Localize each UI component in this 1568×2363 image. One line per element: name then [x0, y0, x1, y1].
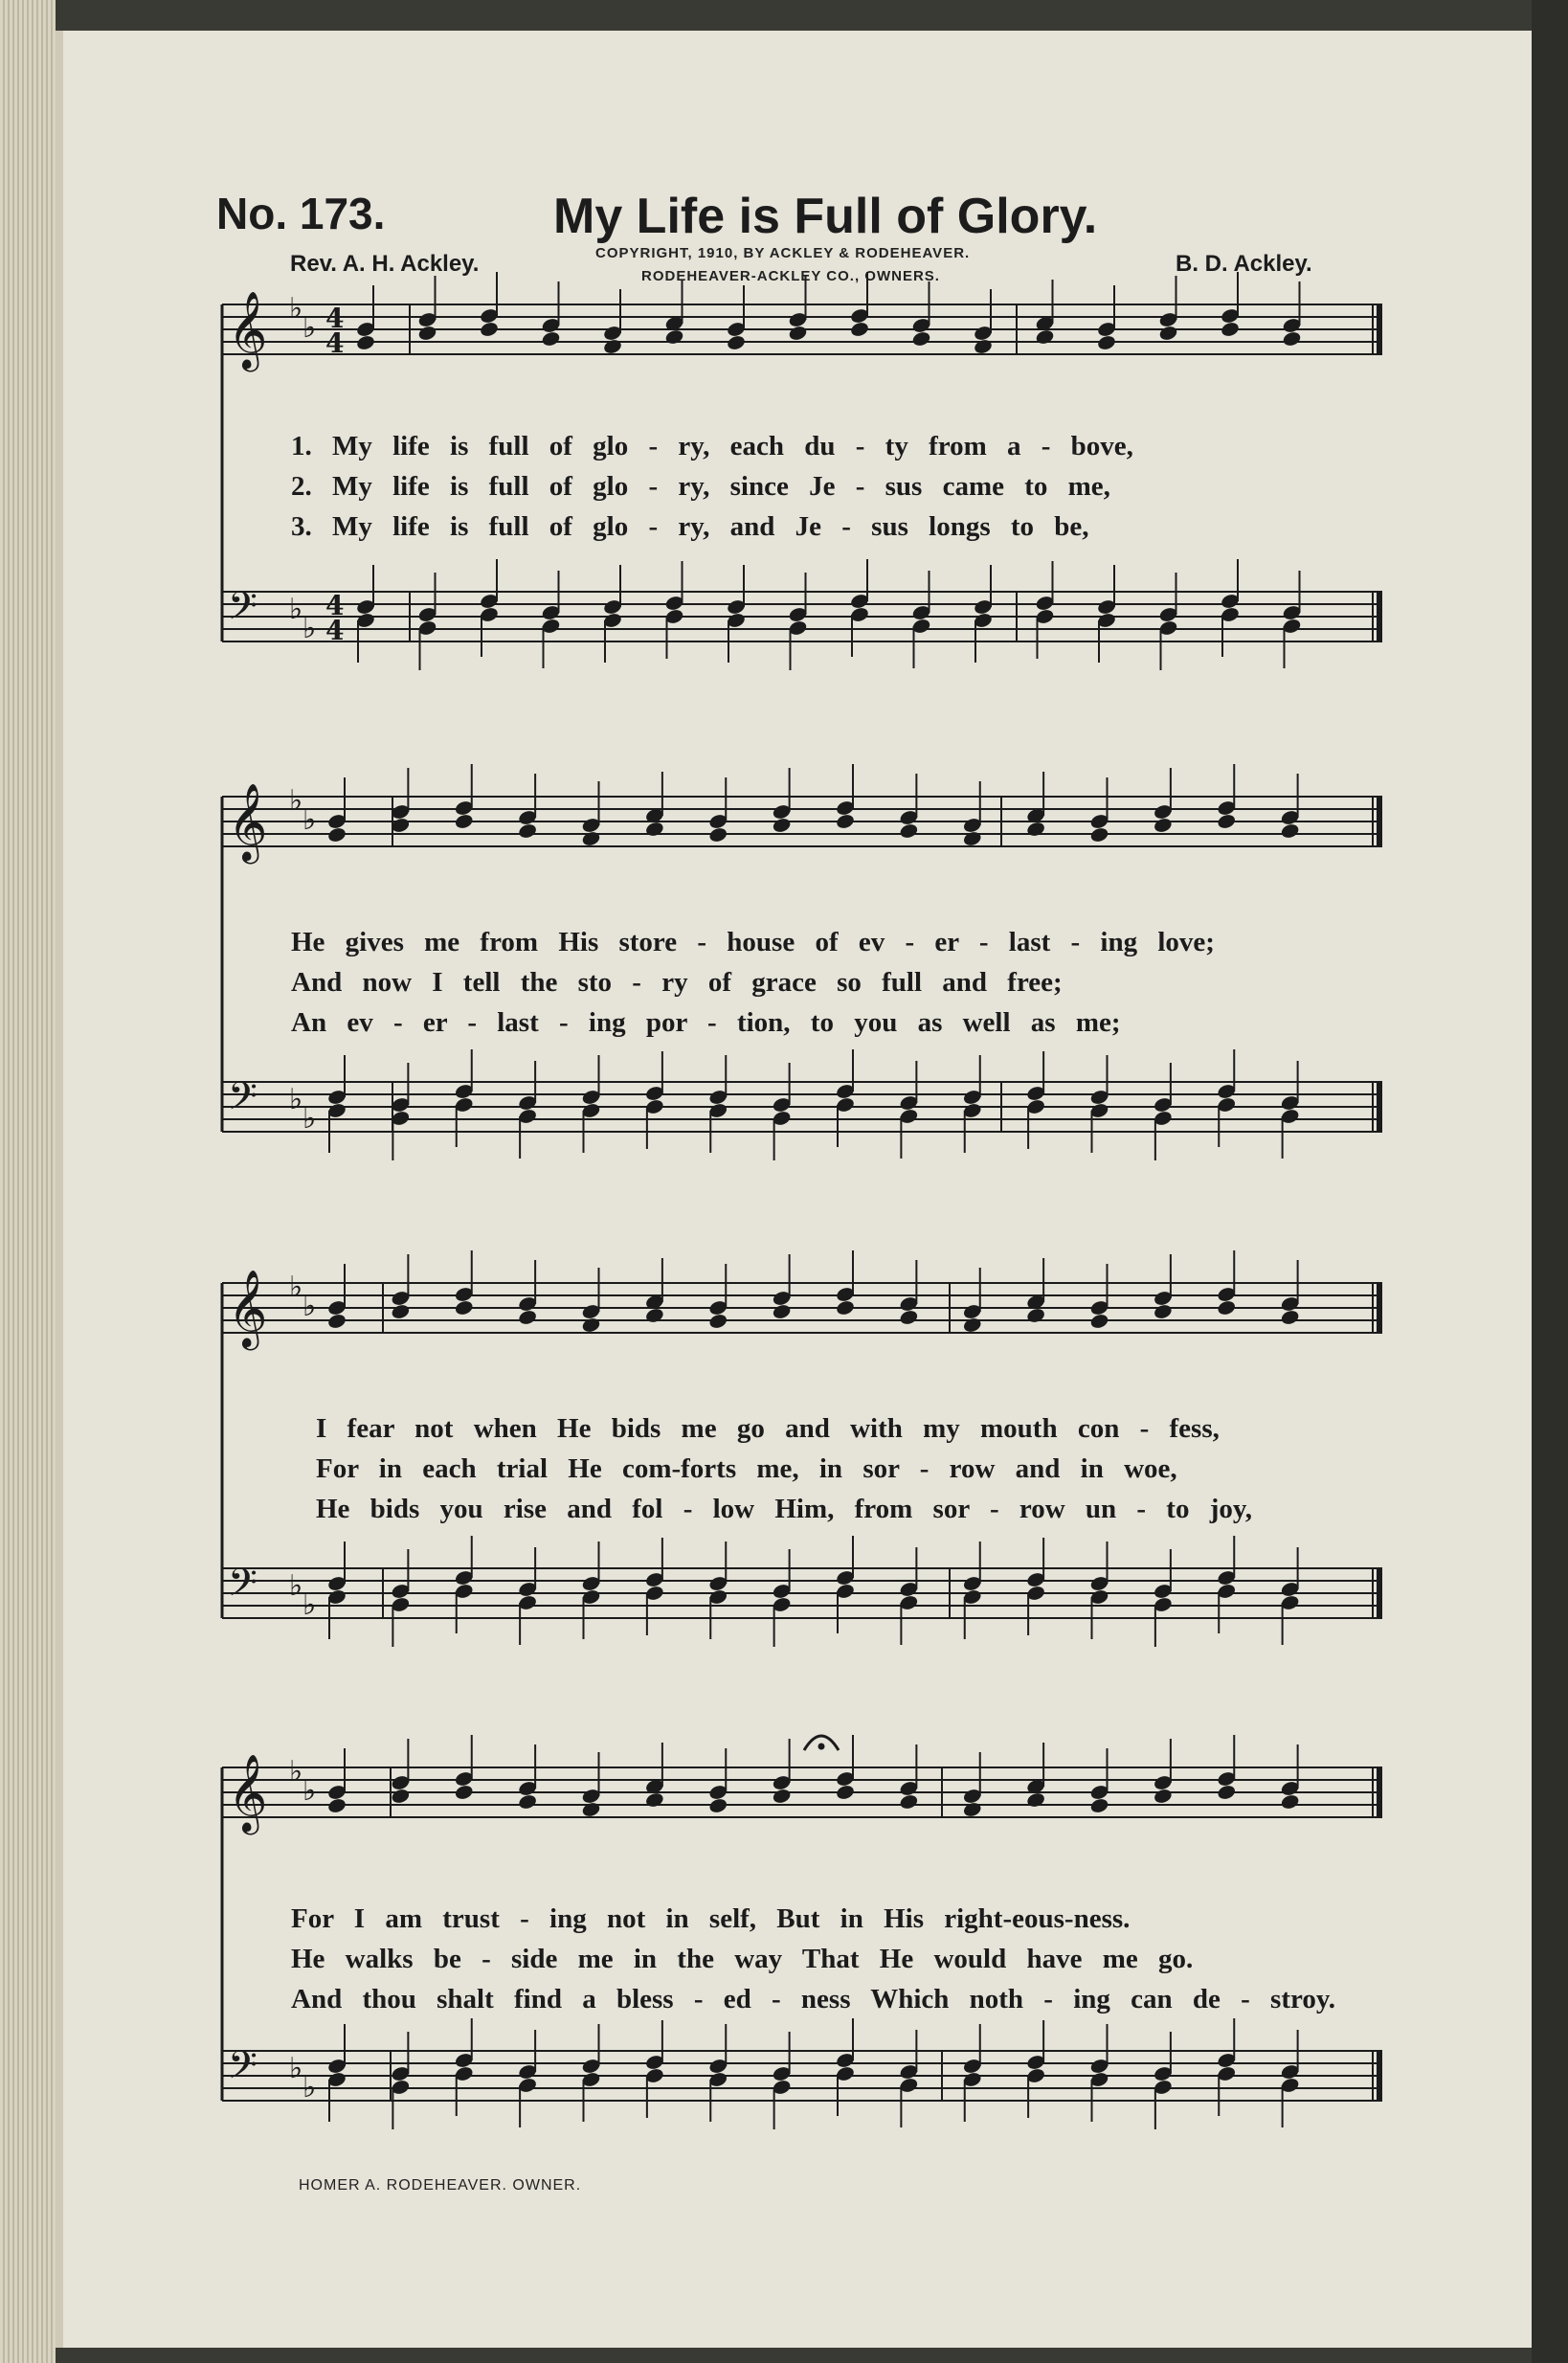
note-head: [899, 1793, 919, 1811]
copyright-line-2: RODEHEAVER-ACKLEY CO., OWNERS.: [641, 268, 940, 284]
note-head: [326, 826, 347, 844]
note-head: [1153, 1788, 1173, 1805]
note-head: [708, 1797, 728, 1814]
note-head: [962, 1801, 982, 1818]
lyric-line: 1. My life is full of glo - ry, each du - ty from a - bove,: [291, 431, 1133, 461]
note-head: [602, 338, 622, 355]
note-head: [835, 1299, 855, 1317]
note-head: [962, 1317, 982, 1334]
note-head: [644, 1791, 664, 1809]
note-head: [355, 334, 375, 351]
note-head: [1089, 1797, 1109, 1814]
final-bar: [1377, 1568, 1382, 1618]
note-head: [1158, 325, 1178, 342]
lyric-line: An ev - er - last - ing por - tion, to you as well as me;: [291, 1007, 1121, 1038]
note-head: [1025, 821, 1045, 838]
flat-sign: ♭: [289, 1755, 303, 1789]
note-head: [708, 826, 728, 844]
flat-sign: ♭: [289, 784, 303, 818]
note-head: [726, 334, 746, 351]
lyric-line: For I am trust - ing not in self, But in His right-eous-ness.: [291, 1903, 1131, 1934]
lyricist-credit: Rev. A. H. Ackley.: [290, 251, 480, 277]
note-head: [517, 822, 537, 840]
flat-sign: ♭: [302, 1588, 317, 1622]
final-bar: [1377, 1082, 1382, 1132]
bass-clef: 𝄢: [228, 1074, 258, 1128]
lyric-line: For in each trial He com-forts me, in sor - row and in woe,: [316, 1453, 1177, 1484]
note-head: [479, 321, 499, 338]
note-head: [644, 1307, 664, 1324]
bass-clef: 𝄢: [228, 1561, 258, 1614]
owner-footer: HOMER A. RODEHEAVER. OWNER.: [299, 2177, 582, 2194]
note-head: [1280, 1793, 1300, 1811]
note-head: [1217, 1299, 1237, 1317]
note-head: [454, 813, 474, 830]
note-head: [417, 325, 437, 342]
note-head: [772, 1303, 792, 1320]
final-bar: [1377, 592, 1382, 641]
note-head: [911, 330, 931, 348]
note-head: [1153, 1303, 1173, 1320]
flat-sign: ♭: [289, 593, 303, 626]
flat-sign: ♭: [302, 311, 317, 345]
note-head: [1280, 1309, 1300, 1326]
flat-sign: ♭: [289, 1271, 303, 1304]
final-bar: [1377, 797, 1382, 846]
note-head: [391, 1788, 411, 1805]
lyric-line: And now I tell the sto - ry of grace so full and free;: [291, 967, 1063, 998]
bass-clef: 𝄢: [228, 584, 258, 638]
note-head: [1025, 1791, 1045, 1809]
note-head: [1217, 1784, 1237, 1801]
lyric-line: I fear not when He bids me go and with my mouth con - fess,: [316, 1413, 1220, 1444]
final-bar: [1377, 1767, 1382, 1817]
lyric-line: 3. My life is full of glo - ry, and Je - sus longs to be,: [291, 511, 1089, 542]
lyric-line: He bids you rise and fol - low Him, from sor - row un - to joy,: [316, 1494, 1253, 1524]
flat-sign: ♭: [302, 2071, 317, 2104]
note-head: [1096, 334, 1116, 351]
time-signature: 4: [325, 590, 345, 621]
note-head: [772, 817, 792, 834]
time-signature: 4: [325, 303, 345, 334]
note-head: [899, 822, 919, 840]
note-head: [1089, 826, 1109, 844]
fermata-dot: [818, 1744, 825, 1750]
note-head: [1153, 817, 1173, 834]
note-head: [664, 328, 684, 346]
flat-sign: ♭: [302, 612, 317, 645]
flat-sign: ♭: [289, 1083, 303, 1116]
note-head: [581, 1801, 601, 1818]
note-head: [1089, 1313, 1109, 1330]
note-head: [391, 1303, 411, 1320]
note-head: [581, 830, 601, 847]
note-head: [788, 325, 808, 342]
note-head: [326, 1313, 347, 1330]
note-head: [962, 830, 982, 847]
note-head: [899, 1309, 919, 1326]
time-signature: 4: [325, 615, 345, 646]
final-bar: [1377, 2051, 1382, 2101]
copyright-line-1: COPYRIGHT, 1910, BY ACKLEY & RODEHEAVER.: [595, 245, 971, 261]
lyric-line: 2. My life is full of glo - ry, since Je - sus came to me,: [291, 471, 1110, 502]
bass-clef: 𝄢: [228, 2043, 258, 2097]
note-head: [517, 1793, 537, 1811]
flat-sign: ♭: [302, 803, 317, 837]
note-head: [1280, 822, 1300, 840]
note-head: [849, 321, 869, 338]
note-head: [1220, 321, 1240, 338]
treble-clef: 𝄞: [228, 290, 268, 369]
flat-sign: ♭: [302, 1774, 317, 1808]
note-head: [1217, 813, 1237, 830]
final-bar: [1377, 304, 1382, 354]
note-head: [454, 1784, 474, 1801]
note-head: [326, 1797, 347, 1814]
note-head: [541, 330, 561, 348]
flat-sign: ♭: [289, 1569, 303, 1603]
note-head: [454, 1299, 474, 1317]
note-head: [973, 338, 993, 355]
time-signature: 4: [325, 327, 345, 359]
flat-sign: ♭: [302, 1290, 317, 1323]
lyric-line: He walks be - side me in the way That He would have me go.: [291, 1944, 1194, 1974]
flat-sign: ♭: [302, 1102, 317, 1136]
note-head: [708, 1313, 728, 1330]
treble-clef: 𝄞: [228, 1753, 268, 1832]
treble-clef: 𝄞: [228, 1269, 268, 1347]
flat-sign: ♭: [289, 2052, 303, 2085]
treble-clef: 𝄞: [228, 782, 268, 861]
flat-sign: ♭: [289, 292, 303, 326]
note-head: [644, 821, 664, 838]
note-head: [835, 1784, 855, 1801]
hymn-number: No. 173.: [216, 189, 386, 238]
note-head: [1025, 1307, 1045, 1324]
composer-credit: B. D. Ackley.: [1176, 251, 1312, 277]
final-bar: [1377, 1283, 1382, 1333]
lyric-line: He gives me from His store - house of ev - er - last - ing love;: [291, 927, 1215, 957]
note-head: [1282, 330, 1302, 348]
note-head: [581, 1317, 601, 1334]
note-head: [1035, 328, 1055, 346]
note-head: [772, 1788, 792, 1805]
hymn-title: My Life is Full of Glory.: [553, 189, 1098, 244]
lyric-line: And thou shalt find a bless - ed - ness Which noth - ing can de - stroy.: [291, 1984, 1335, 2014]
note-head: [835, 813, 855, 830]
note-head: [517, 1309, 537, 1326]
